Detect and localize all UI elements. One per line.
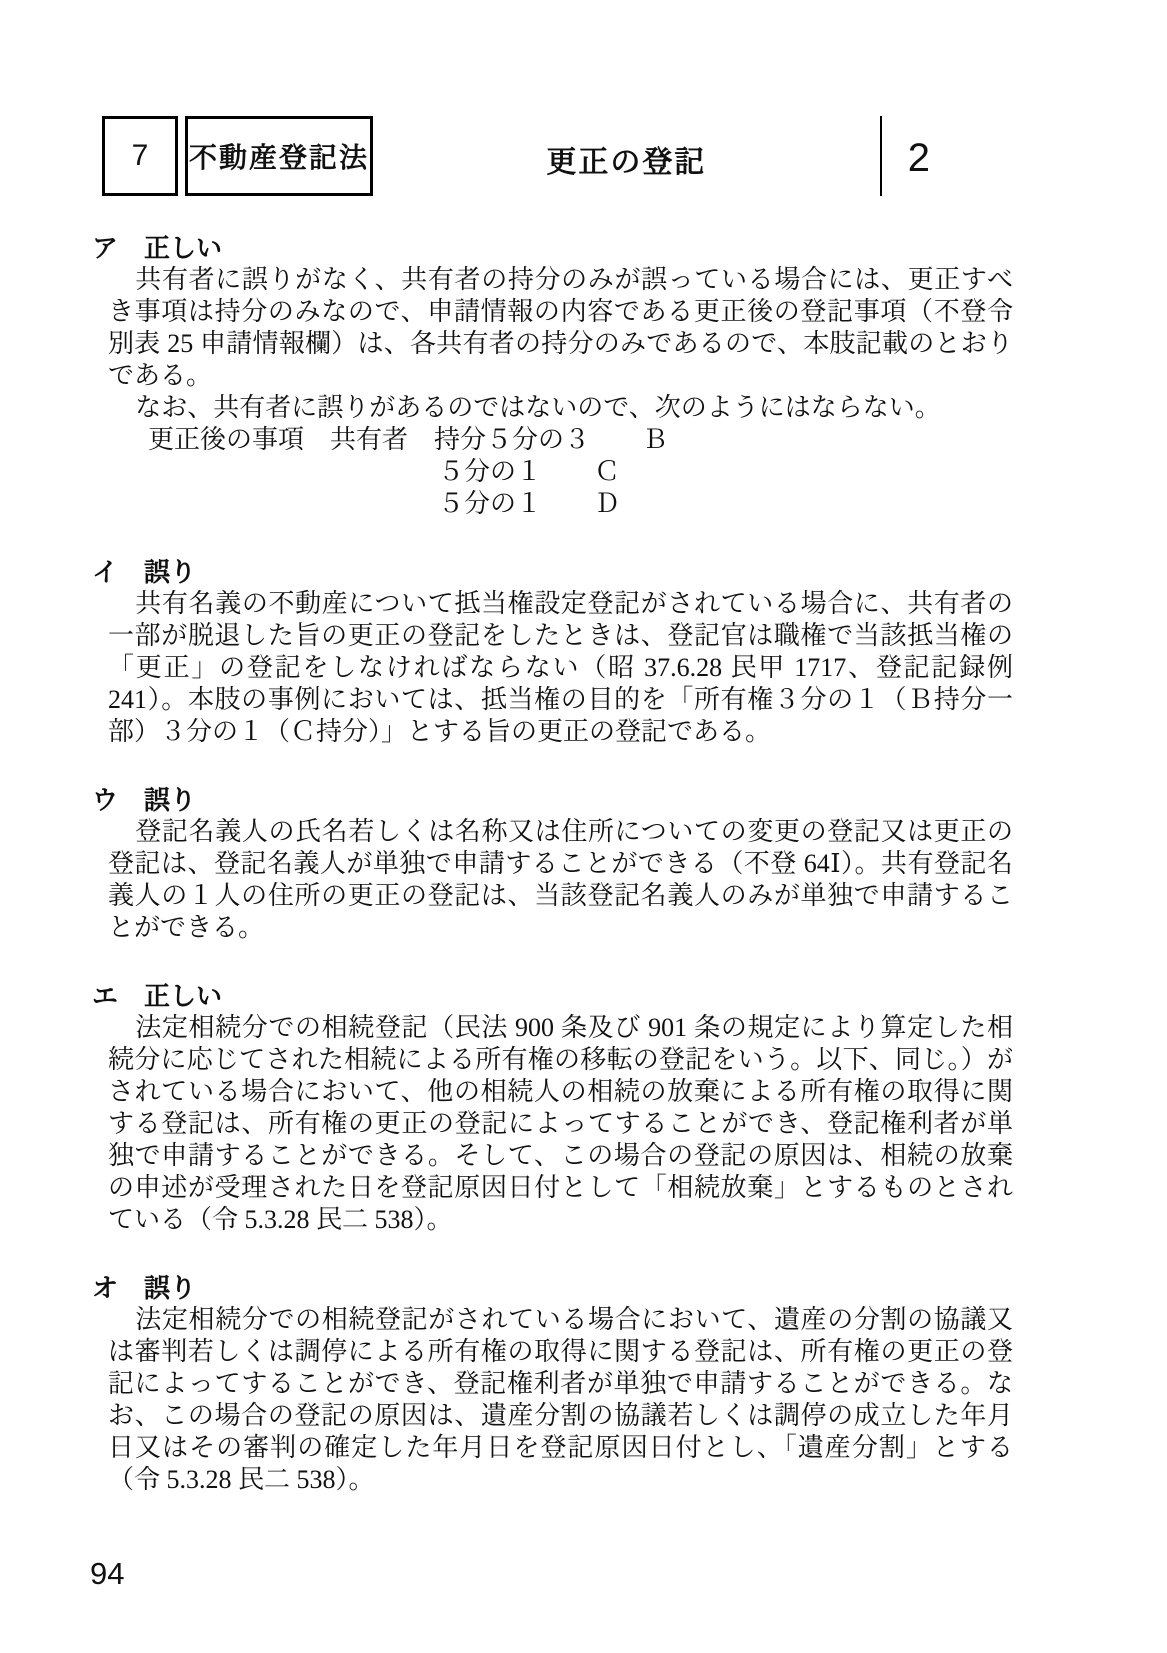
section-body [108,816,1013,944]
section-label: ア [92,233,119,263]
section-label: イ [92,557,119,587]
example-line: ５分の１ Ｃ [438,457,621,486]
section-label: オ [92,1273,119,1303]
law-name-box [185,116,373,196]
answer-section [92,556,1013,748]
example-line: 更正後の事項 共有者 持分５分の３ Ｂ [148,425,669,454]
paragraph: 共有名義の不動産について抵当権設定登記がされている場合に、共有者の一部が脱退した旨の更正の登記をしたときは、登記官は職権で当該抵当権の「更正」の登記をしなければならない（昭 37.6.28 民甲 1717、登記記録例 241）。本肢の事例においては、抵当権の目的を「所有権３分の１（Ｂ持分一部）３分の１（Ｃ持分）」とする旨の更正の登記である。 [108,589,1013,746]
paragraph: なお、共有者に誤りがあるのではないので、次のようにはならない。 [135,393,941,422]
paragraph: 登記名義人の氏名若しくは名称又は住所についての変更の登記又は更正の登記は、登記名義人が単独で申請することができる（不登 64Ⅰ）。共有登記名義人の１人の住所の更正の登記は、当該登記名義人のみが単独で申請することができる。 [108,817,1013,942]
section-head [92,1272,1013,1304]
page-header [102,116,930,196]
example-line: ５分の１ Ｄ [438,489,621,518]
header-right [880,116,930,196]
section-body [108,1304,1013,1496]
section-verdict: 誤り [144,785,197,815]
chapter-number: 7 [131,139,149,172]
section-body [108,588,1013,748]
answer-section [92,980,1013,1236]
section-head [92,556,1013,588]
paragraph: 共有者に誤りがなく、共有者の持分のみが誤っている場合には、更正すべき事項は持分のみなので、申請情報の内容である更正後の登記事項（不登令別表 25 申請情報欄）は、各共有者の持分のみであるので、本肢記載のとおりである。 [108,265,1013,390]
section-verdict: 正しい [144,233,223,263]
answer-section [92,784,1013,944]
section-verdict: 誤り [144,1273,197,1303]
paragraph: 法定相続分での相続登記（民法 900 条及び 901 条の規定により算定した相続分に応じてされた相続による所有権の移転の登記をいう。以下、同じ。）がされている場合において、他の相続人の相続の放棄による所有権の取得に関する登記は、所有権の更正の登記によってすることができ、登記権利者が単独で申請することができる。そして、この場合の登記の原因は、相続の放棄の申述が受理された日を登記原因日付として「相続放棄」とするものとされている（令 5.3.28 民二 538）。 [108,1013,1013,1234]
section-head [92,232,1013,264]
section-body [108,1012,1013,1236]
answer-section [92,232,1013,520]
header-divider-line [880,116,882,196]
section-body [108,264,1013,520]
answer-sections [92,232,1013,1496]
section-head [92,784,1013,816]
topic-title: 更正の登記 [546,146,707,179]
paragraph: 法定相続分での相続登記がされている場合において、遺産の分割の協議又は審判若しくは調停による所有権の取得に関する登記は、所有権の更正の登記によってすることができ、登記権利者が単独で申請することができる。なお、この場合の登記の原因は、遺産分割の協議若しくは調停の成立した年月日又はその審判の確定した年月日を登記原因日付とし、「遺産分割」とする（令 5.3.28 民二 538）。 [108,1305,1013,1494]
page-number: 94 [90,1556,125,1591]
header-left-boxes [102,116,373,196]
section-label: エ [92,981,119,1011]
section-verdict: 正しい [144,981,223,1011]
law-name: 不動産登記法 [188,142,369,173]
chapter-number-box [102,116,178,196]
section-head [92,980,1013,1012]
answer-section [92,1272,1013,1496]
section-verdict: 誤り [144,557,197,587]
section-label: ウ [92,785,119,815]
question-number: 2 [907,135,930,180]
